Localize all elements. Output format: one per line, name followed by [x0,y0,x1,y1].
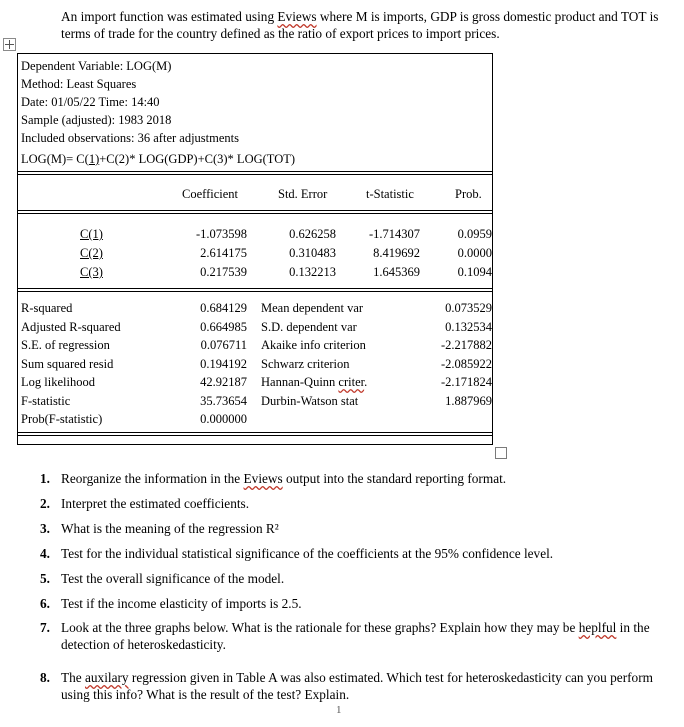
intro-eviews-word: Eviews [277,9,317,24]
header-observations: Included observations: 36 after adjustments [21,131,239,145]
question-text [61,470,665,487]
rule [18,432,492,433]
q8-part-a: The [61,670,85,685]
equation-part-a: LOG(M)= C( [21,152,89,166]
question-number: 7. [40,620,50,635]
stat-value-schwarz: -2.085922 [440,357,492,371]
question-text: Interpret the estimated coefficients. [61,496,250,511]
coef-value-c3: 0.217539 [200,265,247,279]
p-value-c1: 0.0959 [457,227,492,241]
stat-label-log-likelihood: Log likelihood [21,375,95,389]
stat-label-sd-dep: S.D. dependent var [261,320,357,334]
stat-label-se-regression: S.E. of regression [21,338,110,352]
hq-label-c: . [364,375,368,389]
header-method: Method: Least Squares [21,77,137,91]
rule [18,171,492,172]
question-number: 8. [40,670,50,685]
stat-label-prob-f: Prob(F-statistic) [21,412,103,426]
coef-name-c1: C(1) [80,227,103,241]
rule [18,210,492,211]
intro-paragraph [61,8,671,42]
equation-part-b: 1) [88,152,100,166]
stat-label-hannan-quinn [261,373,367,392]
stat-label-akaike: Akaike info criterion [261,338,366,352]
q7-part-c: in the detection of heteroskedasticity. [61,620,650,652]
question-number: 1. [40,471,50,486]
coef-name-c3: C(3) [80,265,103,279]
equation-line [21,150,295,168]
column-header-std-error: Std. Error [278,187,328,201]
rule [18,291,492,292]
stat-value-sd-dep: 0.132534 [445,320,492,334]
rule [18,213,492,214]
question-text [61,619,665,653]
header-dependent-variable: Dependent Variable: LOG(M) [21,59,172,73]
table-resize-handle-icon[interactable] [495,447,507,459]
equation-part-c: +C(2)* LOG(GDP)+C(3)* LOG(TOT) [99,152,296,166]
question-text: Test the overall significance of the model. [61,571,285,586]
stat-label-ssr: Sum squared resid [21,357,114,371]
t-value-c3: 1.645369 [373,265,420,279]
se-value-c3: 0.132213 [289,265,336,279]
stat-value-r-squared: 0.684129 [200,301,247,315]
coef-value-c1: -1.073598 [195,227,247,241]
intro-prefix: An import function was estimated using [61,9,278,24]
stat-value-log-likelihood: 42.92187 [200,375,247,389]
stat-label-schwarz: Schwarz criterion [261,357,350,371]
question-number: 4. [40,546,50,561]
t-value-c1: -1.714307 [368,227,420,241]
stat-label-mean-dep: Mean dependent var [261,301,364,315]
p-value-c3: 0.1094 [457,265,492,279]
q1-part-c: output into the standard reporting format. [282,471,507,486]
header-date: Date: 01/05/22 Time: 14:40 [21,95,160,109]
question-number: 2. [40,496,50,511]
question-text: Test if the income elasticity of imports is 2.5. [61,596,302,611]
q8-part-b: auxilary [85,670,129,685]
intro-suffix: where M is imports, GDP is gross domestic product and TOT is terms of trade for the country defined as the ratio of export prices to import prices. [61,9,659,41]
rule [18,435,492,436]
stat-value-mean-dep: 0.073529 [445,301,492,315]
column-header-coefficient: Coefficient [182,187,238,201]
question-number: 5. [40,571,50,586]
question-text [61,669,665,703]
page-number: 1 [336,704,342,716]
stat-value-f-statistic: 35.73654 [200,394,247,408]
q7-part-a: Look at the three graphs below. What is the rationale for these graphs? Explain how they may be [61,620,579,635]
coef-name-c2: C(2) [80,246,103,260]
stat-value-ssr: 0.194192 [200,357,247,371]
question-number: 3. [40,521,50,536]
q8-part-c: regression given in Table A was also estimated. Which test for heteroskedasticity can you perform using this info? What is the result of the test? Explain. [61,670,653,702]
se-value-c1: 0.626258 [289,227,336,241]
hq-label-b: criter [338,375,365,389]
question-number: 6. [40,596,50,611]
se-value-c2: 0.310483 [289,246,336,260]
header-sample: Sample (adjusted): 1983 2018 [21,113,172,127]
stat-label-f-statistic: F-statistic [21,394,71,408]
rule [18,174,492,175]
p-value-c2: 0.0000 [457,246,492,260]
table-move-handle-icon[interactable] [3,38,16,51]
stat-label-adj-r-squared: Adjusted R-squared [21,320,121,334]
q1-part-a: Reorganize the information in the [61,471,244,486]
stat-value-se-regression: 0.076711 [200,338,247,352]
q7-part-b: heplful [578,620,617,635]
stat-label-durbin-watson: Durbin-Watson stat [261,394,359,408]
stat-label-r-squared: R-squared [21,301,73,315]
stat-value-durbin-watson: 1.887969 [445,394,492,408]
coef-value-c2: 2.614175 [200,246,247,260]
rule [18,288,492,289]
stat-value-prob-f: 0.000000 [200,412,247,426]
column-header-prob: Prob. [455,187,482,201]
q1-part-b: Eviews [243,471,283,486]
stat-value-akaike: -2.217882 [440,338,492,352]
question-text: Test for the individual statistical significance of the coefficients at the 95% confidence level. [61,546,554,561]
eviews-output-table [17,53,493,445]
question-text: What is the meaning of the regression R² [61,521,279,536]
column-header-t-statistic: t-Statistic [366,187,414,201]
stat-value-adj-r-squared: 0.664985 [200,320,247,334]
hq-label-a: Hannan-Quinn [261,375,339,389]
t-value-c2: 8.419692 [373,246,420,260]
stat-value-hannan-quinn: -2.171824 [440,375,492,389]
